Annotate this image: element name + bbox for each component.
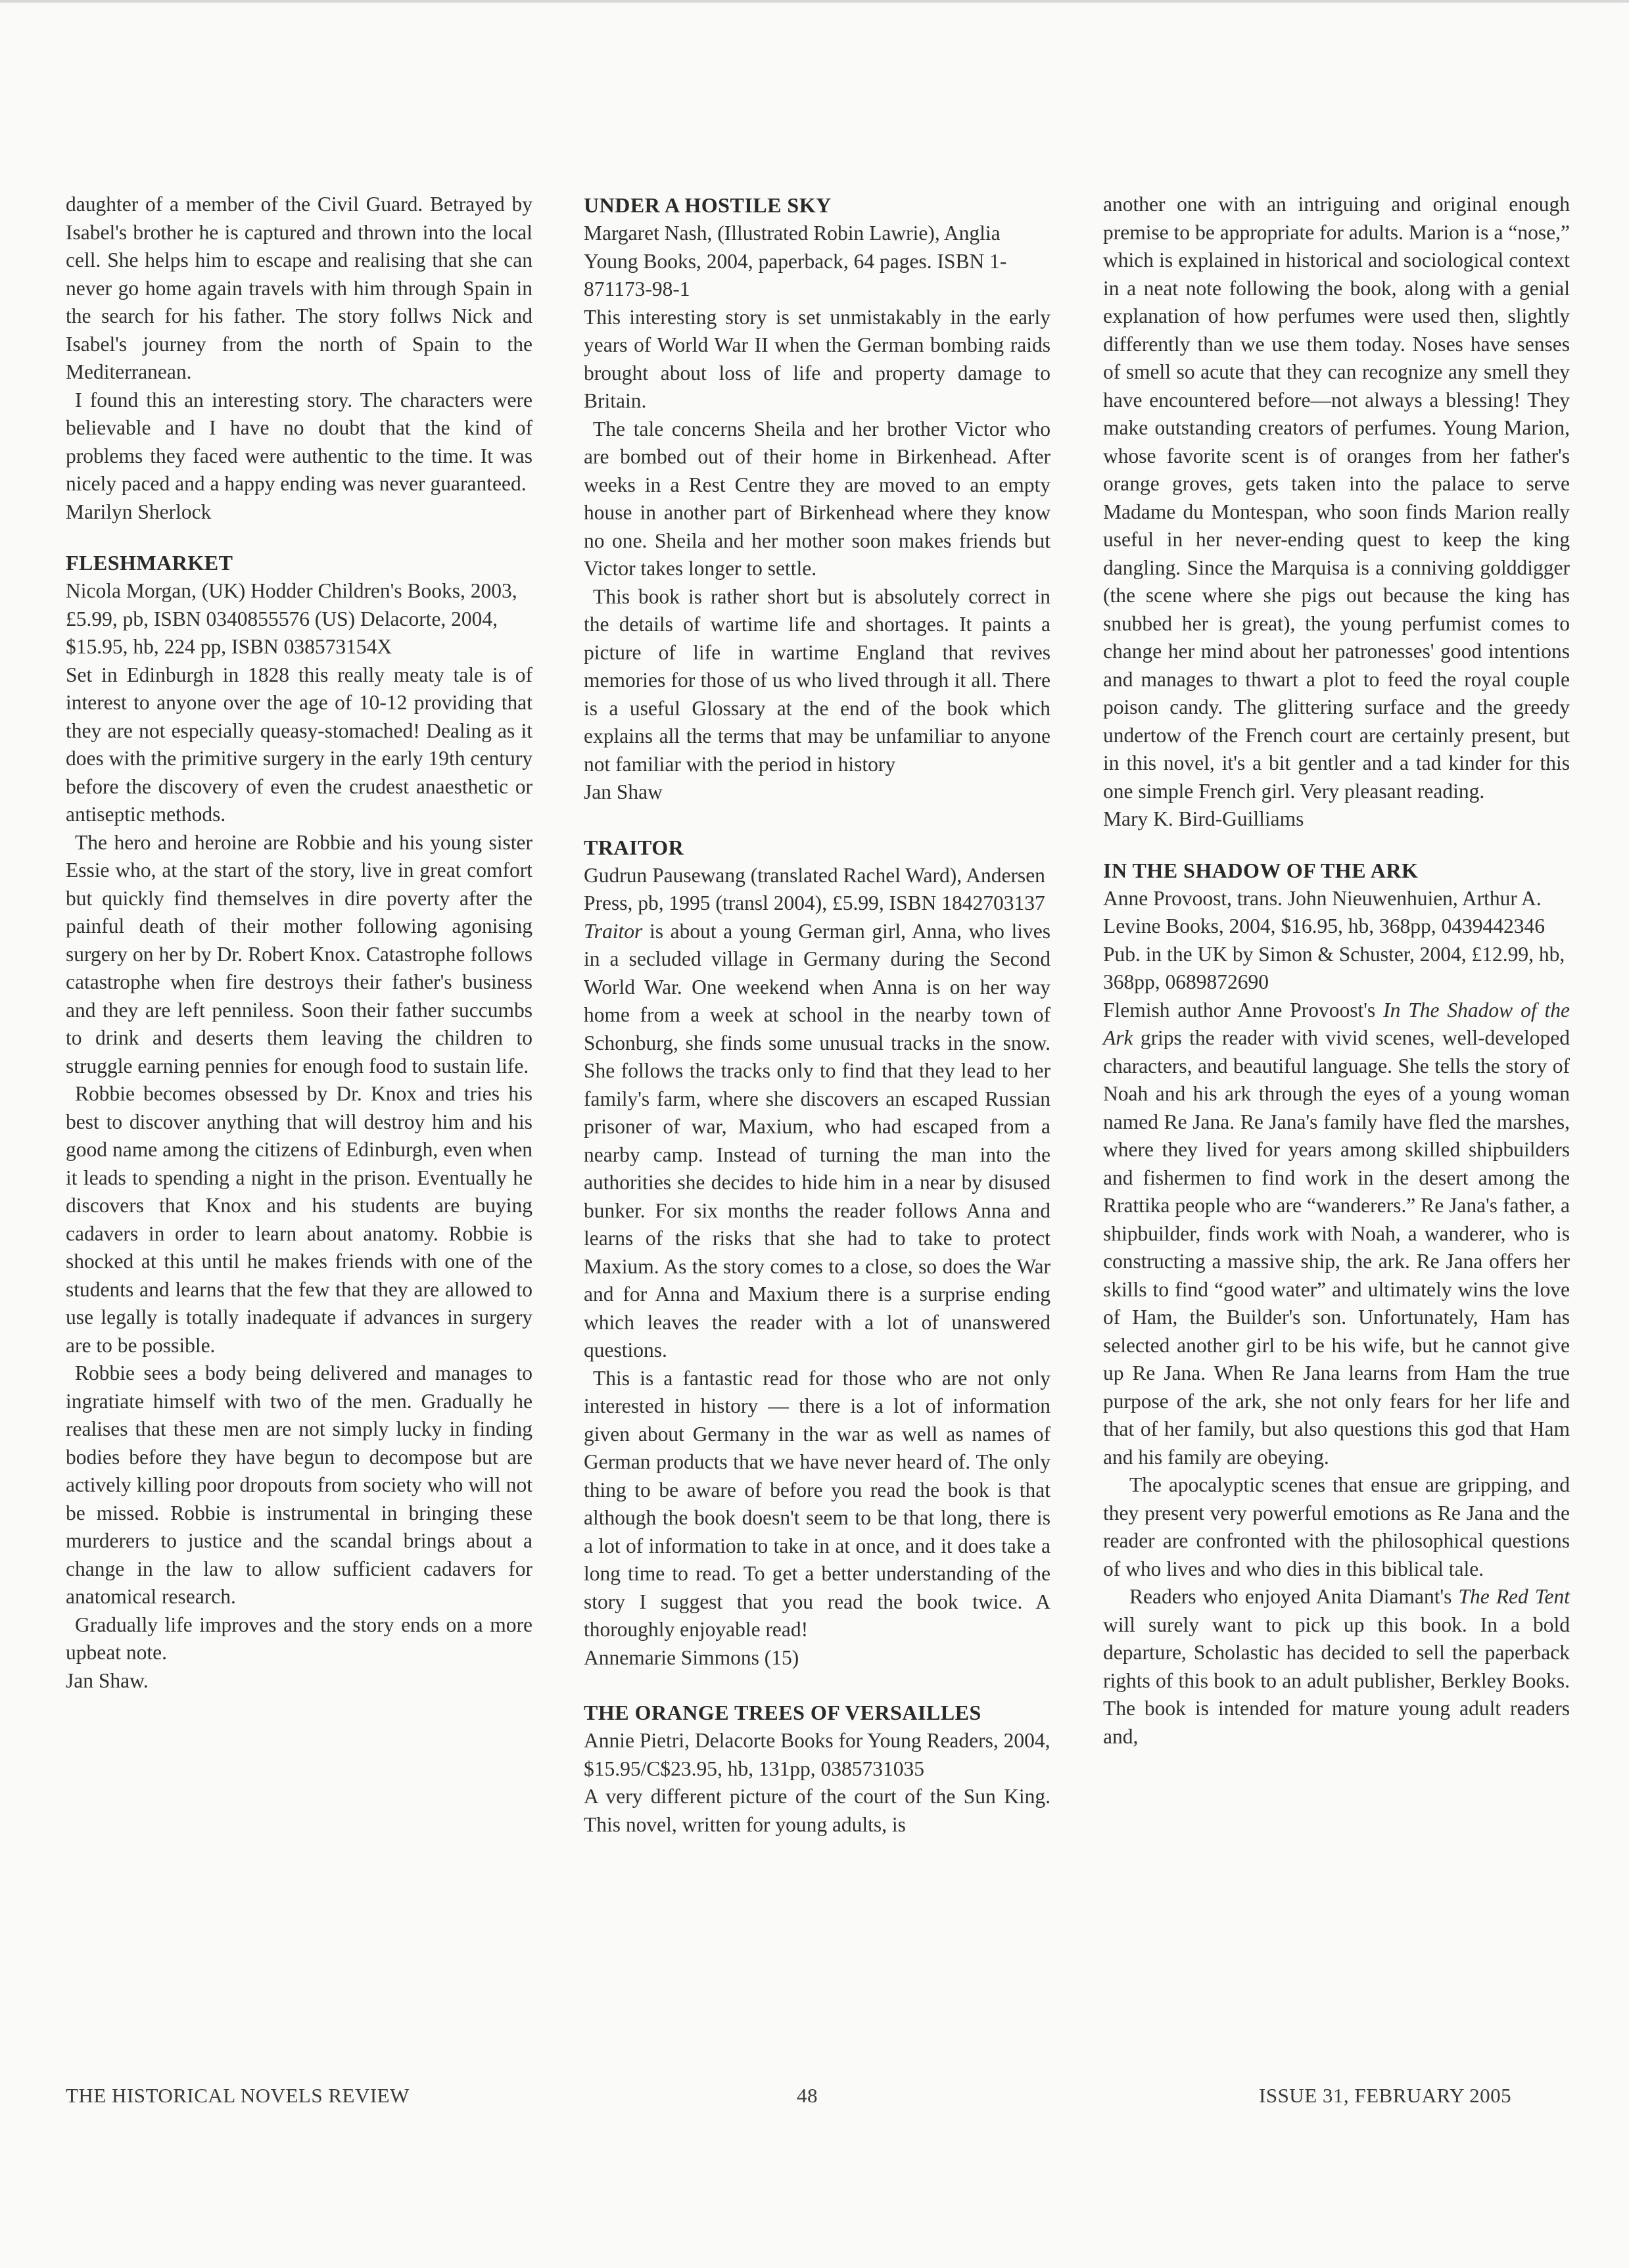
- book-details-uk: Pub. in the UK by Simon & Schuster, 2004, £12.99, hb, 368pp, 0689872690: [1103, 942, 1565, 993]
- review-paragraph: This is a fantastic read for those who are not only interested in history — there is a lot of information given about Germany in the war as well as names of German products that we have never heard of. The only thing to be aware of before you read the book is that although the book doesn't seem to be that long, there is a lot of information to take in at once, and it does take a long time to read. To get a better understanding of the story I suggest that you read the book twice. A thoroughly enjoyable read!: [584, 1366, 1051, 1641]
- review-paragraph: [1103, 1583, 1570, 1751]
- paragraph-text: Readers who enjoyed Anita Diamant's: [1129, 1585, 1459, 1608]
- review-paragraph: Robbie sees a body being delivered and manages to ingratiate himself with two of the men. Gradually he realises that these men are not simply lucky in finding bodies before they have begun to decompose but are actively killing poor dropouts from society who will not be missed. Robbie is instrumental in bringing these murderers to justice and the scandal brings about a change in the law to allow sufficient cadavers for anatomical research.: [66, 1361, 532, 1608]
- review-paragraph: The tale concerns Sheila and her brother Victor who are bombed out of their home in Birkenhead. After weeks in a Rest Centre they are moved to an empty house in another part of Birkenhead where they know no one. Sheila and her mother soon makes friends but Victor takes longer to settle.: [584, 417, 1051, 580]
- reviewer-name: Annemarie Simmons (15): [584, 1645, 799, 1669]
- footer-issue: ISSUE 31, FEBRUARY 2005: [1259, 2084, 1512, 2107]
- review-paragraph: I found this an interesting story. The characters were believable and I have no doubt that the kind of problems they faced were authentic to the time. It was nicely paced and a happy ending was never guaranteed.: [66, 388, 532, 495]
- column-3: [1103, 191, 1570, 1751]
- review-paragraph: [1103, 997, 1570, 1472]
- book-details: Nicola Morgan, (UK) Hodder Children's Books, 2003, £5.99, pb, ISBN 0340855576 (US) Delacorte, 2004, $15.95, hb, 224 pp, ISBN 038573154X: [66, 579, 517, 658]
- paragraph-text: will surely want to pick up this book. In a bold departure, Scholastic has decided to sell the paperback rights of this book to an adult publisher, Berkley Books. The book is intended for mature young adult readers and,: [1103, 1613, 1570, 1748]
- paragraph-text: is about a young German girl, Anna, who lives in a secluded village in Germany during the Second World War. One weekend when Anna is on her way home from a week at school in the nearby town of Schonburg, she finds some unusual tracks in the snow. She follows the tracks only to find that they lead to her family's farm, where she discovers an escaped Russian prisoner of war, Maxium, who had escaped from a nearby camp. Instead of turning the man into the authorities she decides to hide him in a near by disused bunker. For six months the reader follows Anna and learns of the risks that she had to take to protect Maxium. As the story comes to a close, so does the War and for Anna and Maxium there is a surprise ending which leaves the reader with a lot of unanswered questions.: [584, 919, 1051, 1361]
- review-paragraph: This book is rather short but is absolutely correct in the details of wartime life and shortages. It paints a picture of life in wartime England that revives memories for those of us who lived through it all. There is a useful Glossary at the end of the book which explains all the terms that may be unfamiliar to anyone not familiar with the period in history: [584, 584, 1051, 776]
- page-number: 48: [797, 2084, 818, 2107]
- review-paragraph: another one with an intriguing and original enough premise to be appropriate for adults. Marion is a “nose,” which is explained in historical and sociological context in a neat note following the book, along with a genial explanation of how perfumes were used then, slightly differently than we use them today. Noses have senses of smell so acute that they can recognize any smell they have encountered before—not always a blessing! They make outstanding creators of perfumes. Young Marion, whose favorite scent is of oranges from her father's orange groves, gets taken into the palace to serve Madame du Montespan, who soon finds Marion really useful in her never-ending quest to keep the king dangling. Since the Marquisa is a conniving golddigger (the scene where she pigs out because the king has snubbed her is great), the young perfumist comes to change her mind about her patronesses' good intentions and manages to thwart a plot to feed the royal couple poison candy. The glittering surface and the greedy undertow of the French court are certainly present, but in this novel, it's a bit gentler and a tad kinder for this one simple French girl. Very pleasant reading.: [1103, 193, 1570, 803]
- review-paragraph: The apocalyptic scenes that ensue are gripping, and they present very powerful emotions as Re Jana and the reader are confronted with the philosophical questions of who lives and who dies in this biblical tale.: [1103, 1473, 1570, 1580]
- book-title-italic: In The Shadow of the Ark: [1103, 998, 1570, 1049]
- review-paragraph: Gradually life improves and the story ends on a more upbeat note.: [66, 1613, 532, 1664]
- review-title-fleshmarket: FLESHMARKET: [66, 551, 233, 575]
- review-title-traitor: TRAITOR: [584, 835, 684, 859]
- review-paragraph: A very different picture of the court of the Sun King. This novel, written for young adults, is: [584, 1785, 1051, 1836]
- review-paragraph: This interesting story is set unmistakably in the early years of World War II when the German bombing raids brought about loss of life and property damage to Britain.: [584, 305, 1051, 412]
- reviewer-name: Marilyn Sherlock: [66, 500, 212, 523]
- paragraph-text: Flemish author Anne Provoost's: [1103, 998, 1384, 1022]
- top-edge-line: [0, 0, 1629, 3]
- review-title-under-a-hostile-sky: UNDER A HOSTILE SKY: [584, 193, 832, 217]
- review-paragraph: Set in Edinburgh in 1828 this really meaty tale is of interest to anyone over the age of 10-12 providing that they are not especially queasy-stomached! Dealing as it does with the primitive surgery in the early 19th century before the discovery of even the crudest anaesthetic or antiseptic methods.: [66, 663, 532, 826]
- book-details: Gudrun Pausewang (translated Rachel Ward), Andersen Press, pb, 1995 (transl 2004), £5.99, ISBN 1842703137: [584, 863, 1045, 914]
- paragraph-text: grips the reader with vivid scenes, well-developed characters, and beautiful language. She tells the story of Noah and his ark through the eyes of a young woman named Re Jana. Re Jana's family have fled the marshes, where they lived for years among skilled shipbuilders and fishermen to find work in the desert among the Rrattika people who are “wanderers.” Re Jana's father, a shipbuilder, finds work with Noah, a wanderer, who is constructing a massive ship, the ark. Re Jana offers her skills to find “good water” and ultimately wins the love of Ham, the Builder's son. Unfortunately, Ham has selected another girl to be his wife, but he cannot give up Re Jana. When Re Jana learns from Ham the true purpose of the ark, she not only fears for her life and that of her family, but also questions this god that Ham and his family are obeying.: [1103, 1026, 1570, 1469]
- book-title-italic: Traitor: [584, 919, 643, 943]
- review-title-orange-trees: THE ORANGE TREES OF VERSAILLES: [584, 1701, 981, 1724]
- reviewer-name: Jan Shaw.: [66, 1668, 149, 1692]
- review-title-in-the-shadow-of-the-ark: IN THE SHADOW OF THE ARK: [1103, 858, 1419, 882]
- book-details: Anne Provoost, trans. John Nieuwenhuien, Arthur A. Levine Books, 2004, $16.95, hb, 368pp, 0439442346: [1103, 886, 1545, 937]
- review-paragraph: [584, 918, 1051, 1365]
- book-title-italic: The Red Tent: [1458, 1585, 1570, 1608]
- book-details: Margaret Nash, (Illustrated Robin Lawrie), Anglia Young Books, 2004, paperback, 64 pages. ISBN 1-871173-98-1: [584, 222, 1007, 300]
- column-2: [584, 191, 1051, 1839]
- column-1: [66, 191, 532, 1695]
- footer-publication-name: THE HISTORICAL NOVELS REVIEW: [66, 2084, 410, 2107]
- reviewer-name: Jan Shaw: [584, 780, 663, 803]
- review-paragraph: daughter of a member of the Civil Guard. Betrayed by Isabel's brother he is captured and thrown into the local cell. She helps him to escape and realising that she can never go home again travels with him through Spain in the search for his father. The story follws Nick and Isabel's journey from the north of Spain to the Mediterranean.: [66, 193, 532, 383]
- reviewer-name: Mary K. Bird-Guilliams: [1103, 807, 1304, 830]
- review-paragraph: Robbie becomes obsessed by Dr. Knox and tries his best to discover anything that will destroy him and his good name among the citizens of Edinburgh, even when it leads to spending a night in the prison. Eventually he discovers that Knox and his students are buying cadavers in order to learn about anatomy. Robbie is shocked at this until he makes friends with one of the students and learns that the few that they are allowed to use legally is totally inadequate if advances in surgery are to be possible.: [66, 1082, 532, 1357]
- book-details: Annie Pietri, Delacorte Books for Young Readers, 2004, $15.95/C$23.95, hb, 131pp, 0385731035: [584, 1729, 1051, 1780]
- review-paragraph: The hero and heroine are Robbie and his young sister Essie who, at the start of the story, live in great comfort but quickly find themselves in dire poverty after the painful death of their mother following agonising surgery on her by Dr. Robert Knox. Catastrophe follows catastrophe when fire destroys their father's business and they are left penniless. Soon their father succumbs to drink and deserts them leaving the children to struggle earning pennies for enough food to sustain life.: [66, 830, 532, 1077]
